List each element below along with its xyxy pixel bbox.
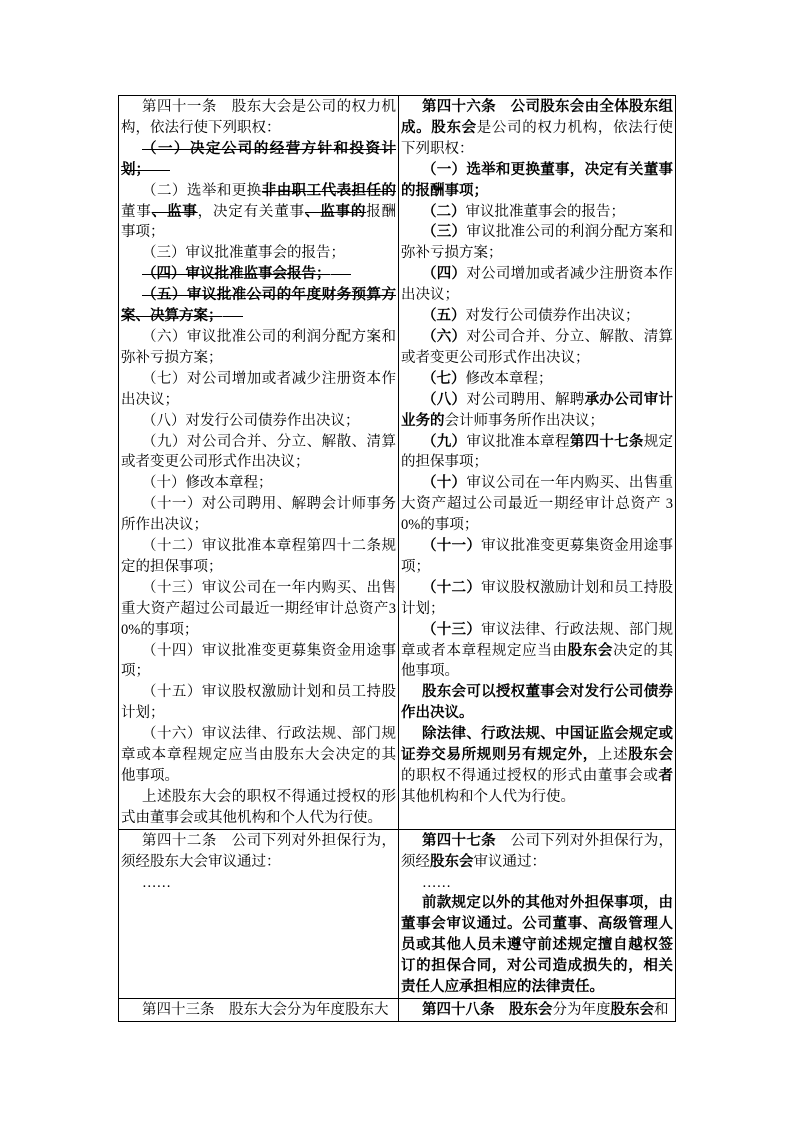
text-run: （七） bbox=[422, 370, 466, 387]
text-run: 者 bbox=[658, 768, 673, 784]
text-run: ，决定有关董事 bbox=[197, 203, 305, 220]
text-run: 对公司聘用、解聘 bbox=[466, 391, 585, 408]
text-run: （十一） bbox=[422, 538, 482, 555]
text-run: （二）选举和更换 bbox=[142, 182, 262, 199]
paragraph bbox=[121, 641, 396, 683]
cell-old-article-43 bbox=[119, 998, 399, 1021]
paragraph bbox=[121, 432, 396, 474]
text-run: 和 bbox=[654, 1001, 669, 1018]
paragraph bbox=[401, 724, 673, 808]
paragraph bbox=[401, 432, 673, 474]
text-run: 第四十七条 bbox=[569, 433, 644, 450]
text-run: …… bbox=[142, 874, 171, 891]
text-run: 审议批准董事会的报告； bbox=[465, 203, 625, 220]
paragraph bbox=[401, 473, 673, 536]
cell-old-article-42 bbox=[119, 829, 399, 998]
paragraph bbox=[121, 285, 396, 327]
text-run: （四）审议批准监事会报告； bbox=[142, 266, 331, 283]
paragraph bbox=[121, 494, 396, 536]
text-run: （三） bbox=[422, 224, 467, 241]
text-run: 股东会可以授权董事会对发行公司债券作出决议。 bbox=[401, 684, 673, 722]
text-run: 非由职工代表担任的 bbox=[261, 182, 396, 199]
paragraph bbox=[121, 831, 396, 873]
strike-tail-line bbox=[223, 316, 243, 317]
text-run: （十三）审议公司在一年内购买、出售重大资产超过公司最近一期经审计总资产30%的事项； bbox=[121, 579, 396, 638]
text-run: 分为年度 bbox=[552, 1001, 611, 1018]
paragraph bbox=[121, 139, 396, 181]
table-row-article-43-48 bbox=[119, 998, 676, 1021]
text-run: （二） bbox=[422, 203, 466, 220]
text-run: 、监事 bbox=[151, 203, 198, 220]
text-run: 审议股权激励计划和员工持股计划； bbox=[401, 579, 673, 617]
text-run: （十三） bbox=[422, 621, 482, 638]
text-run: 第四十七条 bbox=[422, 832, 496, 849]
text-run: （十五）审议股权激励计划和员工持股计划； bbox=[121, 684, 396, 722]
paragraph bbox=[121, 578, 396, 641]
strike-tail-line bbox=[331, 274, 351, 275]
paragraph bbox=[401, 306, 673, 327]
text-run: 审议批准本章程 bbox=[466, 433, 570, 450]
paragraph bbox=[401, 536, 673, 578]
text-run: 董事 bbox=[121, 203, 152, 220]
text-run: 前款规定以外的其他对外担保事项，由董事会审议通过。公司董事、高级管理人员或其他人员未遵守前述规定擅自越权签订的担保合同，对公司造成损失的，相关责任人应承担相应的法律责任。 bbox=[401, 895, 673, 996]
text-run: 公司下列对外担保行为，须经 bbox=[401, 832, 673, 870]
text-run: 对公司合并、分立、解散、清算或者变更公司形式作出决议； bbox=[401, 328, 673, 366]
text-run: （八） bbox=[422, 391, 467, 408]
text-run: 是公司的权力机构，依法行使下列职权： bbox=[401, 119, 674, 157]
text-run: （四） bbox=[422, 266, 467, 283]
paragraph bbox=[401, 873, 673, 894]
paragraph bbox=[401, 202, 673, 223]
paragraph bbox=[121, 787, 396, 829]
paragraph bbox=[401, 620, 673, 683]
text-run: 、监事的 bbox=[304, 203, 367, 220]
text-run: （十四）审议批准变更募集资金用途事项； bbox=[121, 642, 396, 680]
text-run: 报酬事项； bbox=[121, 203, 397, 241]
paragraph bbox=[401, 390, 673, 432]
paragraph bbox=[401, 97, 673, 160]
text-run: （六） bbox=[422, 328, 467, 345]
text-run: 审议公司在一年内购买、出售重大资产超过公司最近一期经审计总资产 30%的事项； bbox=[401, 475, 673, 534]
table-row-article-41-46 bbox=[119, 96, 676, 830]
comparison-table bbox=[118, 95, 676, 1022]
text-run: 承办公司审计业务的 bbox=[401, 391, 673, 429]
text-run: （九）对公司合并、分立、解散、清算或者变更公司形式作出决议； bbox=[121, 433, 396, 471]
paragraph bbox=[401, 831, 673, 873]
cell-old-article-41 bbox=[119, 96, 399, 830]
text-run: 上述 bbox=[597, 747, 629, 764]
paragraph bbox=[121, 536, 396, 578]
text-run: 审议批准变更募集资金用途事项； bbox=[401, 538, 673, 575]
text-run: （五）审议批准公司的年度财务预算方案、决算方案； bbox=[121, 287, 396, 325]
paragraph bbox=[401, 1000, 673, 1021]
cell-new-article-46 bbox=[399, 96, 676, 830]
text-run: 审议批准公司的利润分配方案和弥补亏损方案； bbox=[401, 224, 673, 262]
cell-new-article-47 bbox=[399, 829, 676, 998]
text-run: 第四十二条 公司下列对外担保行为，须经股东大会审议通过： bbox=[121, 832, 396, 870]
text-run: 第四十六条 公司股东会由全体股东组成。股东会 bbox=[401, 99, 673, 136]
paragraph bbox=[401, 682, 673, 724]
paragraph bbox=[121, 873, 396, 894]
text-run: （十一）对公司聘用、解聘会计师事务所作出决议； bbox=[121, 496, 396, 534]
text-run: 第四十一条 股东大会是公司的权力机构，依法行使下列职权： bbox=[121, 99, 396, 136]
text-run: （十）修改本章程； bbox=[142, 475, 273, 492]
text-run: 第四十八条 股东会 bbox=[422, 1001, 553, 1018]
text-run: 股东会 bbox=[567, 642, 614, 659]
text-run: （一）选举和更换董事，决定有关董事的报酬事项； bbox=[401, 161, 673, 199]
text-run: 第四十三条 股东大会分为年度股东大 bbox=[142, 1001, 389, 1018]
paragraph bbox=[121, 264, 396, 285]
text-run: …… bbox=[422, 874, 451, 891]
text-run: 股东会 bbox=[610, 1001, 654, 1018]
text-run: 的职权不得通过授权的形式由董事会或 bbox=[401, 768, 659, 784]
text-run: （十六）审议法律、行政法规、部门规章或本章程规定应当由股东大会决定的其他事项。 bbox=[121, 726, 396, 784]
paragraph bbox=[121, 243, 396, 264]
paragraph bbox=[401, 222, 673, 264]
paragraph bbox=[401, 160, 673, 202]
paragraph bbox=[121, 473, 396, 494]
text-run: 审议通过： bbox=[473, 853, 546, 870]
text-run: （三）审议批准董事会的报告； bbox=[142, 245, 345, 262]
paragraph bbox=[121, 369, 396, 411]
text-run: （五） bbox=[422, 308, 466, 325]
text-run: 上述股东大会的职权不得通过授权的形式由董事会或其他机构和个人代为行使。 bbox=[121, 788, 396, 826]
text-run: 对公司增加或者减少注册资本作出决议； bbox=[401, 266, 673, 304]
paragraph bbox=[121, 327, 396, 369]
text-run: 其他机构和个人代为行使。 bbox=[401, 788, 575, 805]
text-run: 审议法律、行政法规、部门规章或者本章程规定应当由 bbox=[401, 621, 673, 659]
text-run: （七）对公司增加或者减少注册资本作出决议； bbox=[121, 370, 396, 408]
paragraph bbox=[121, 181, 396, 244]
paragraph bbox=[121, 97, 396, 139]
text-run: 会计师事务所作出决议； bbox=[444, 412, 604, 429]
text-run: 股东会 bbox=[430, 853, 474, 870]
text-run: 决定的其他事项。 bbox=[401, 642, 674, 680]
text-run: （十） bbox=[422, 475, 467, 492]
cell-new-article-48 bbox=[399, 998, 676, 1021]
text-run: 股东会 bbox=[628, 747, 674, 764]
text-run: （九） bbox=[422, 433, 467, 450]
table-row-article-42-47 bbox=[119, 829, 676, 998]
text-run: （十二） bbox=[422, 579, 482, 596]
paragraph bbox=[121, 682, 396, 724]
paragraph bbox=[401, 578, 673, 620]
paragraph bbox=[401, 327, 673, 369]
text-run: （八）对发行公司债券作出决议； bbox=[142, 412, 360, 429]
text-run: （十二）审议批准本章程第四十二条规定的担保事项； bbox=[121, 538, 396, 575]
text-run: （一）决定公司的经营方针和投资计划； bbox=[121, 140, 396, 178]
text-run: 修改本章程； bbox=[465, 370, 553, 387]
paragraph bbox=[121, 411, 396, 432]
text-run: 除法律、行政法规、中国证监会规定或证券交易所规则另有规定外， bbox=[401, 726, 673, 764]
paragraph bbox=[121, 724, 396, 787]
text-run: （六）审议批准公司的利润分配方案和弥补亏损方案； bbox=[121, 328, 396, 366]
paragraph bbox=[121, 1000, 396, 1021]
paragraph bbox=[401, 369, 673, 390]
strike-tail-line bbox=[150, 170, 170, 171]
paragraph bbox=[401, 893, 673, 998]
paragraph bbox=[401, 264, 673, 306]
text-run: 规定的担保事项； bbox=[401, 433, 673, 471]
text-run: 对发行公司债券作出决议； bbox=[465, 308, 640, 325]
